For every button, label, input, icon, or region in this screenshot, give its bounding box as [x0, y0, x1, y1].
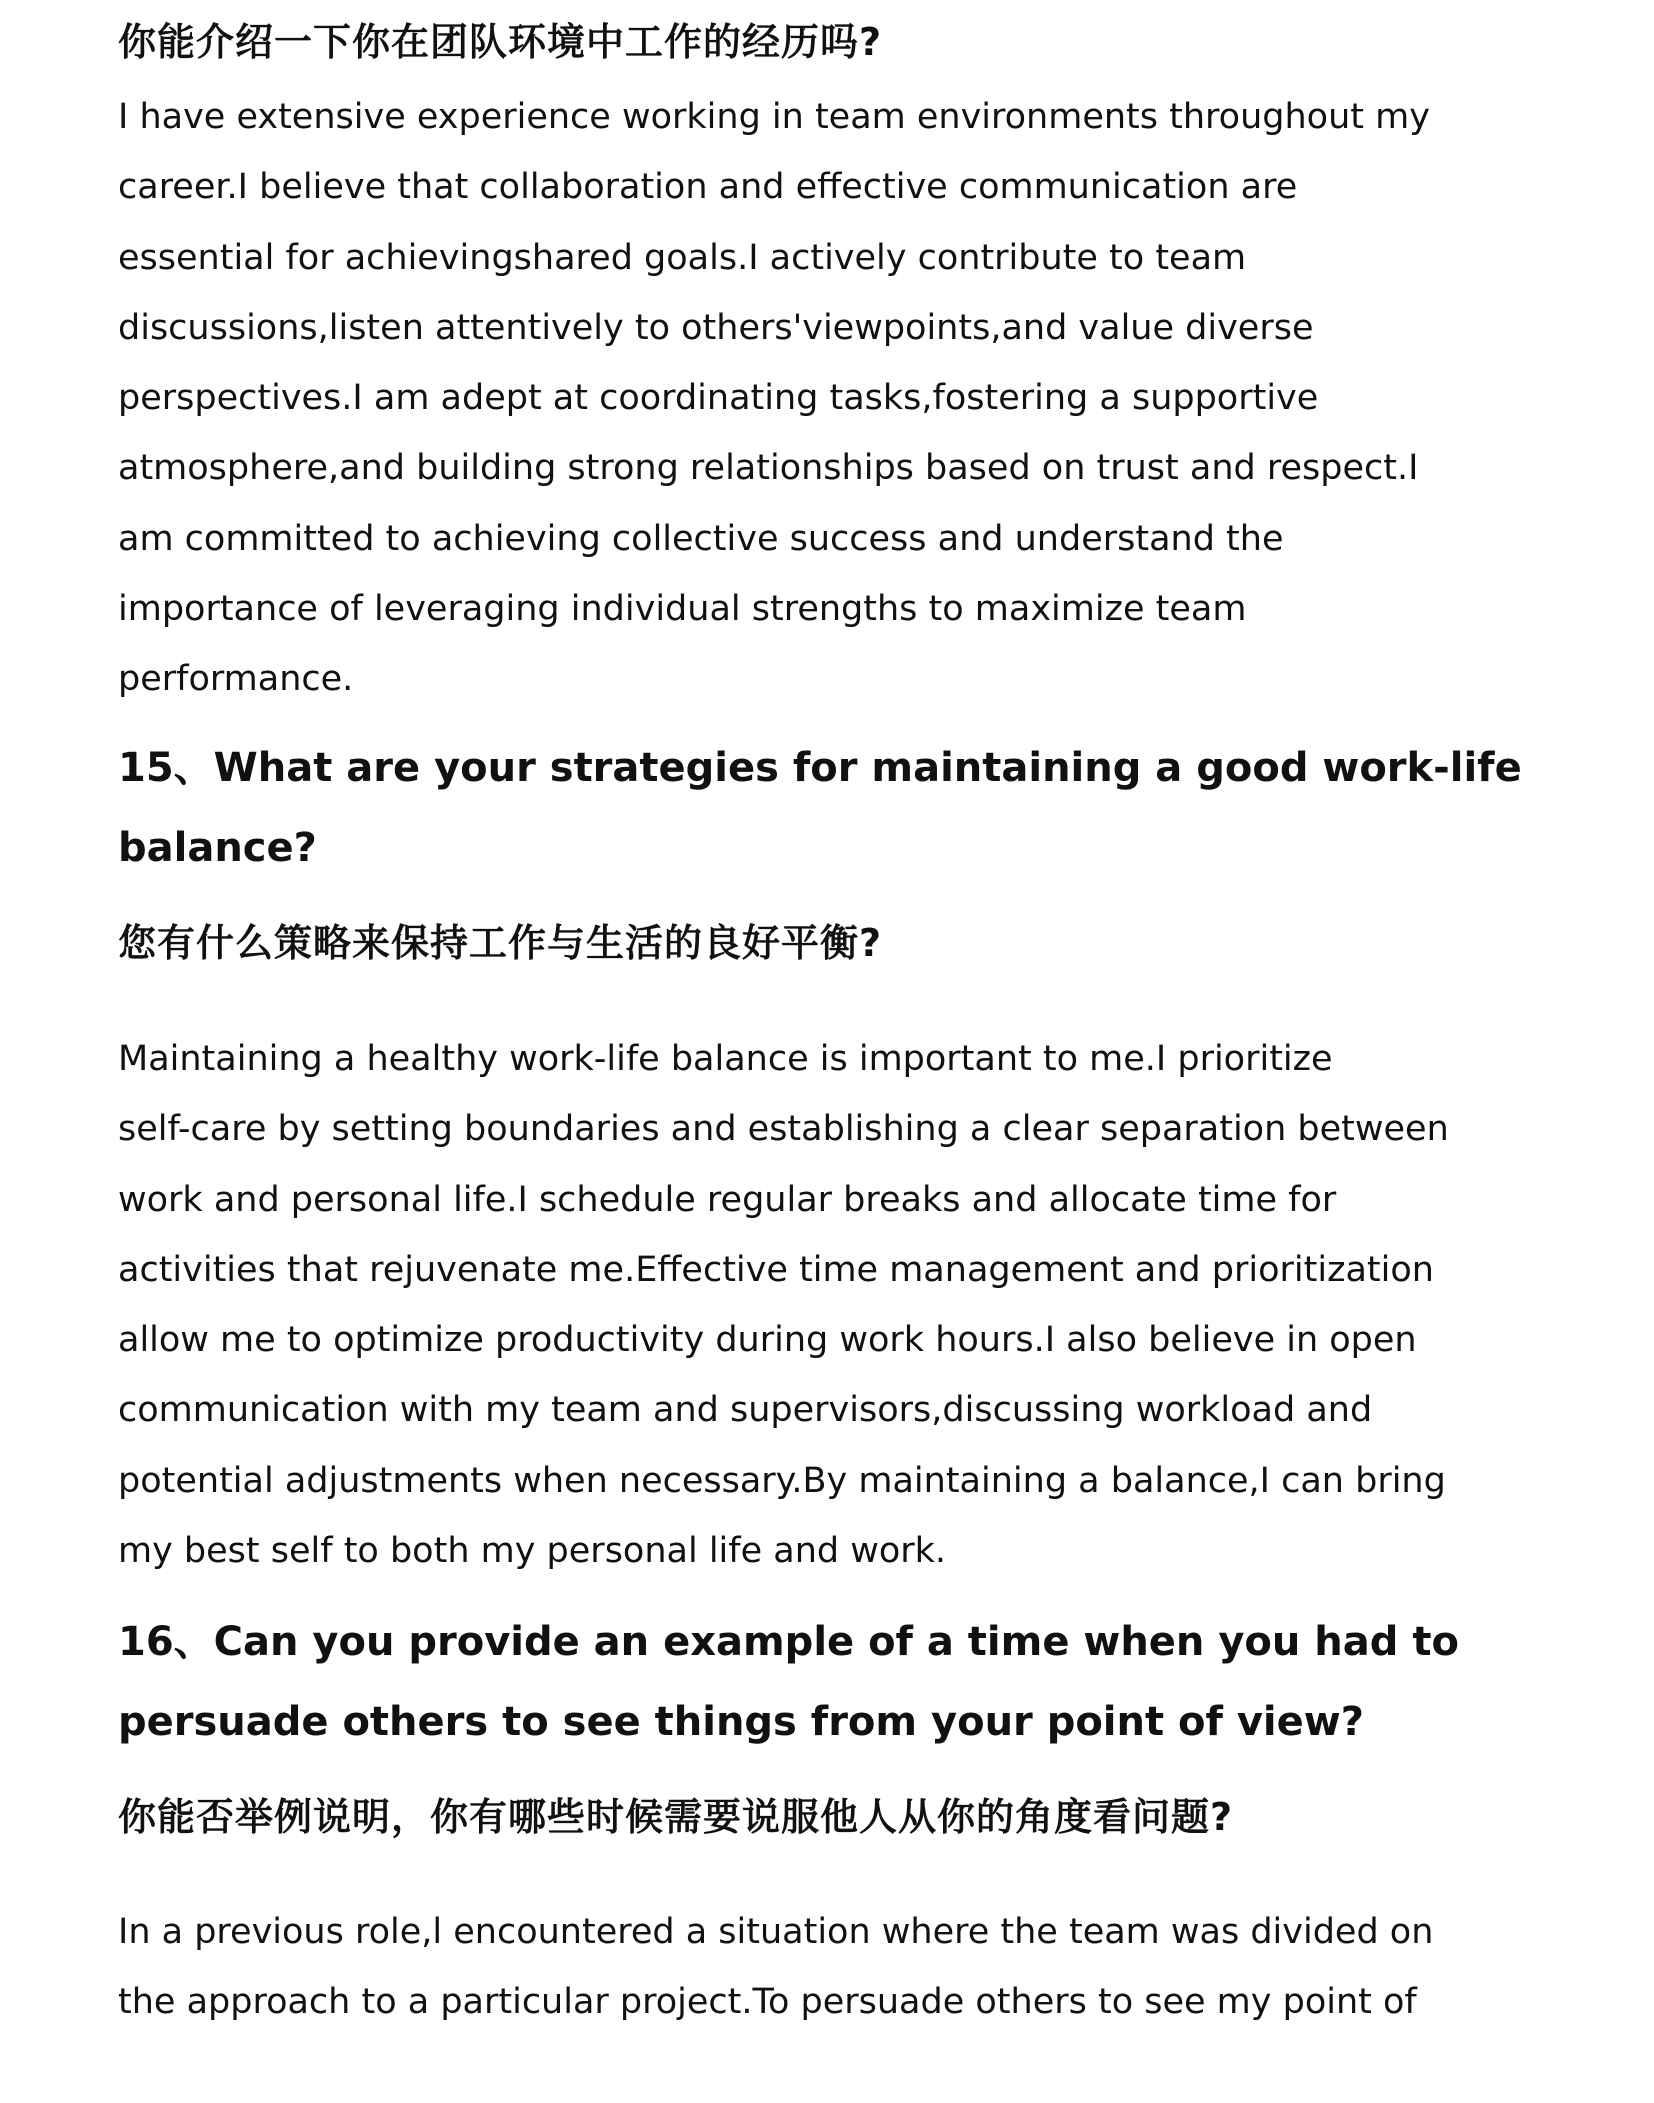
answer-line: In a previous role,l encountered a situation where the team was divided on	[118, 1912, 1434, 1952]
answer-line: communication with my team and supervisors,discussing workload and	[118, 1390, 1373, 1431]
answer-line: allow me to optimize productivity during work hours.I also believe in open	[118, 1320, 1417, 1361]
answer-line: my best self to both my personal life and work.	[118, 1531, 947, 1572]
answer-line: atmosphere,and building strong relationships based on trust and respect.I	[118, 448, 1419, 489]
q14-chinese-title: 你能介绍一下你在团队环境中工作的经历吗?	[118, 20, 883, 64]
q16-heading	[118, 1602, 1558, 1762]
answer-line: essential for achievingshared goals.I actively contribute to team	[118, 237, 1247, 278]
answer-line: activities that rejuvenate me.Effective time management and prioritization	[118, 1249, 1434, 1290]
answer-line: potential adjustments when necessary.By maintaining a balance,I can bring	[118, 1460, 1446, 1501]
q16-answer	[118, 1897, 1538, 2038]
answer-line: Maintaining a healthy work-life balance is important to me.I prioritize	[118, 1039, 1333, 1079]
heading-line: persuade others to see things from your point of view?	[118, 1699, 1364, 1745]
answer-line: importance of leveraging individual strengths to maximize team	[118, 589, 1247, 630]
q15-answer	[118, 1024, 1538, 1586]
heading-line: 16、Can you provide an example of a time when you had to	[118, 1619, 1459, 1665]
answer-line: am committed to achieving collective success and understand the	[118, 518, 1284, 559]
q15-heading	[118, 728, 1558, 888]
q16-chinese-title: 你能否举例说明，你有哪些时候需要说服他人从你的角度看问题?	[118, 1795, 1234, 1839]
heading-line: 15、What are your strategies for maintaining a good work-life	[118, 745, 1522, 791]
heading-line: balance?	[118, 825, 317, 871]
q15-chinese-title: 您有什么策略来保持工作与生活的良好平衡?	[118, 921, 883, 965]
answer-line: I have extensive experience working in team environments throughout my	[118, 97, 1430, 137]
answer-line: work and personal life.I schedule regular breaks and allocate time for	[118, 1179, 1337, 1220]
answer-line: career.I believe that collaboration and effective communication are	[118, 167, 1298, 208]
q14-answer	[118, 82, 1538, 715]
answer-line: perspectives.I am adept at coordinating tasks,fostering a supportive	[118, 378, 1319, 419]
answer-line: discussions,listen attentively to others'viewpoints,and value diverse	[118, 307, 1314, 348]
answer-line: performance.	[118, 659, 354, 700]
answer-line: self-care by setting boundaries and establishing a clear separation between	[118, 1109, 1449, 1150]
answer-line: the approach to a particular project.To persuade others to see my point of	[118, 1982, 1417, 2023]
